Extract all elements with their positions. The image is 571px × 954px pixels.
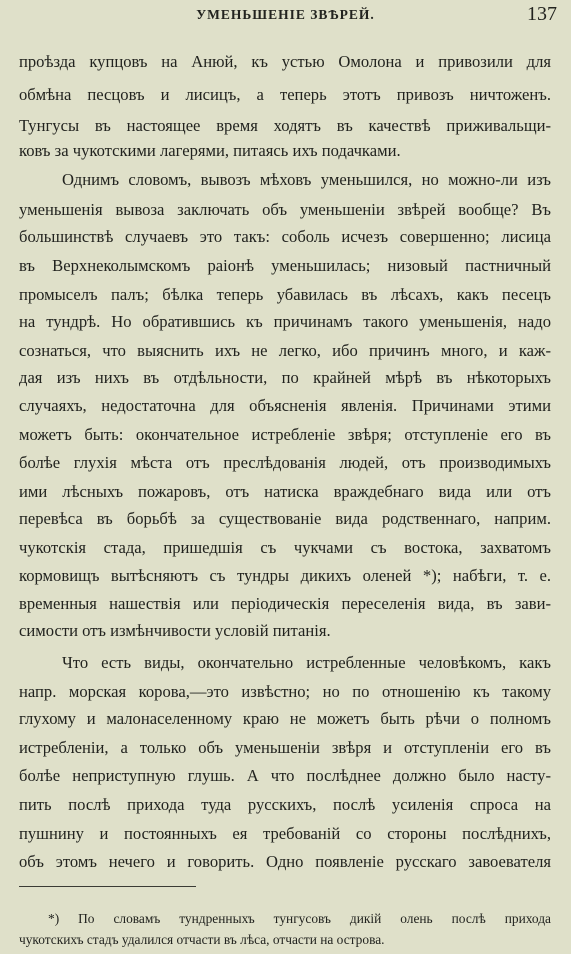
text-line: симости отъ измѣнчивости условій питанія. <box>19 621 331 640</box>
text-line: истребленіи, а только объ уменьшеніи звѣря и отступленіи его въ <box>19 738 551 757</box>
text-line: болѣе глухія мѣста отъ преслѣдованія людей, отъ производимыхъ <box>19 453 551 472</box>
text-line: временныя нашествія или періодическія переселенія вида, въ зави- <box>19 594 551 613</box>
page-number: 137 <box>527 3 557 25</box>
running-header: УМЕНЬШЕНІЕ ЗВѢРЕЙ. <box>196 7 375 22</box>
text-line: болѣе неприступную глушь. А что послѣднее должно было насту- <box>19 766 551 785</box>
text-line: Что есть виды, окончательно истребленные человѣкомъ, какъ <box>62 653 551 672</box>
text-line: объ этомъ нечего и говорить. Одно появленіе русскаго завоевателя <box>19 852 551 871</box>
text-line: пить послѣ прихода туда русскихъ, послѣ усиленія спроса на <box>19 795 551 814</box>
text-line: случаяхъ, недостаточна для объясненія явленія. Причинами этими <box>19 396 551 415</box>
footnote-line: чукотскихъ стадъ удалился отчасти въ лѣса, отчасти на острова. <box>19 932 385 947</box>
text-line: большинствѣ случаевъ это такъ: соболь исчезъ совершенно; лисица <box>19 227 551 246</box>
text-line: чукотскія стада, пришедшія съ чукчами съ востока, захватомъ <box>19 538 551 557</box>
text-line: обмѣна песцовъ и лисицъ, а теперь этотъ привозъ ничтоженъ. <box>19 85 551 104</box>
text-line: ими лѣсныхъ пожаровъ, отъ натиска враждебнаго вида или отъ <box>19 482 551 501</box>
text-line: промыселъ палъ; бѣлка теперь убавилась въ лѣсахъ, какъ песецъ <box>19 285 551 304</box>
text-line: уменьшенія вывоза заключать объ уменьшеніи звѣрей вообще? Въ <box>19 200 551 219</box>
footnote-divider <box>19 886 196 887</box>
text-line: сознаться, что выяснить ихъ не легко, ибо причинъ много, и каж- <box>19 341 551 360</box>
text-line: Тунгусы въ настоящее время ходятъ въ качествѣ приживальщи- <box>19 116 551 135</box>
text-line: пушнину и постоянныхъ ея требованій со стороны послѣднихъ, <box>19 824 551 843</box>
text-line: дая изъ нихъ въ отдѣльности, по крайней мѣрѣ въ нѣкоторыхъ <box>19 368 551 387</box>
text-line: кормовищъ вытѣсняютъ съ тундры дикихъ оленей *); набѣги, т. е. <box>19 566 551 585</box>
footnote-line: *) По словамъ тундренныхъ тунгусовъ дикій олень послѣ прихода <box>48 911 551 926</box>
text-line: перевѣса въ борьбѣ за существованіе вида родственнаго, наприм. <box>19 509 551 528</box>
text-line: проѣзда купцовъ на Анюй, къ устью Омолона и привозили для <box>19 52 551 71</box>
text-line: напр. морская корова,—это извѣстно; но по отношенію къ такому <box>19 682 551 701</box>
text-line: ковъ за чукотскими лагерями, питаясь ихъ подачками. <box>19 141 401 160</box>
text-line: можетъ быть: окончательное истребленіе звѣря; отступленіе его въ <box>19 425 551 444</box>
text-line: глухому и малонаселенному краю не можетъ быть рѣчи о полномъ <box>19 709 551 728</box>
text-line: въ Верхнеколымскомъ раіонѣ уменьшилась; низовый пастничный <box>19 256 551 275</box>
text-line: на тундрѣ. Но обратившись къ причинамъ такого уменьшенія, надо <box>19 312 551 331</box>
text-line: Однимъ словомъ, вывозъ мѣховъ уменьшился, но можно-ли изъ <box>62 170 551 189</box>
